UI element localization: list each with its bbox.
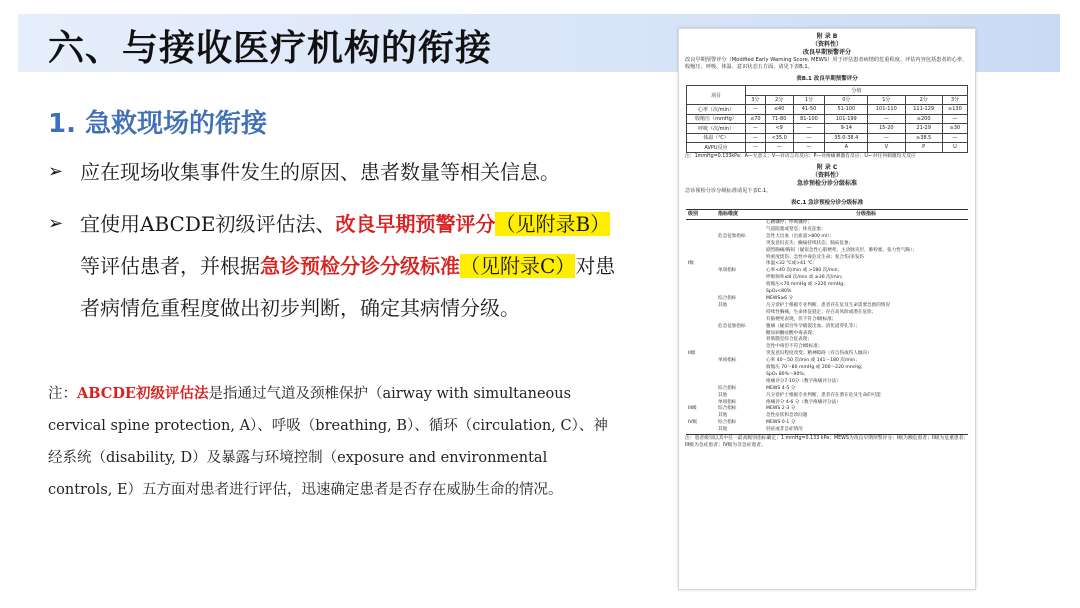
abcde-keyword: ABCDE初级评估法 [77,385,209,402]
table-b1-note: 注：1mmHg=0.133kPa；A—无意义；V—对语言有反应；P—对疼痛刺激有反应；U—对任何刺激均无反应 [685,153,916,159]
table-cell: — [746,143,766,153]
indicator-dimension: 其他 [718,392,728,398]
indicator-item: 凡分诊护士根据专业判断，患者存在危及生命需要急救的情况 [766,302,891,308]
table-row [686,324,968,352]
table-cell: — [793,133,825,143]
triage-keyword: 急诊预检分诊分级标准 [260,254,460,278]
table-cell: — [746,124,766,134]
footnote [48,378,608,506]
indicator-dimension: 其他 [718,413,728,419]
indicator-item: 急性症状和急诊问题 [766,413,808,419]
section-subtitle: 1. 急救现场的衔接 [48,109,268,139]
indicator-dimension: 其他 [718,302,728,308]
table-cell: ≥130 [942,105,967,115]
appendix-b-type: （资料性） [811,41,842,48]
bullet-item-2 [48,203,628,329]
table-cell: 41-50 [793,105,825,115]
indicator-item: 突发意识丧失；癫痫持续状态；脑疝征象； [766,240,854,246]
indicator-list [764,358,968,386]
indicator-item: 体温<32 ℃或>41 ℃； [766,261,818,267]
indicator-dimension: 单项指标 [718,268,737,274]
table-b1-caption: 表B.1 改良早期预警评分 [796,76,858,82]
indicator-item: 急性中毒但不符合I级标准； [766,344,823,350]
indicator-list [764,234,968,262]
table-cell: 81-100 [793,114,825,124]
table-col-header: 2分 [905,95,942,105]
arrow-bullet-icon: ➢ [48,213,64,234]
table-cell: U [942,143,967,153]
indicator-item: 特重度烧伤；急性中毒危及生命；复合伤/多发伤 [766,254,865,260]
appendix-c-type: （资料性） [811,172,842,179]
table-cell: — [793,124,825,134]
indicator-item: MEWS≥6 分 [766,295,794,301]
indicator-dimension: 综合指标 [718,406,737,412]
indicator-item: 腹痛（疑似宫外孕破裂出血、消化道穿孔等）； [766,323,861,329]
indicator-item: SpO₂<80% [766,289,792,295]
appendix-c-intro: 急诊预检分诊分级标准请见下表C.1。 [685,188,772,194]
table-header-item: 项目 [687,86,746,105]
indicator-item: 疼痛评分 4-6 分（数字疼痛评分法） [766,399,841,405]
table-row [687,124,968,134]
appendix-c-name: 急诊预检分诊分级标准 [796,180,857,187]
indicator-list [764,268,968,296]
table-cell: — [793,143,825,153]
indicator-dimension: 综合指标 [718,295,737,301]
table-col-header: 1分 [868,95,905,105]
table-cell: — [868,133,905,143]
table-cell: 35.0-38.4 [825,133,868,143]
table-cell: 21-29 [905,124,942,134]
table-cell: 15-20 [868,124,905,134]
indicator-item: 收缩压 70～80 mmHg 或 200～220 mmHg； [766,365,866,371]
table-row [686,406,968,413]
indicator-dimension: 综合指标 [718,385,737,391]
triage-level [686,427,716,434]
indicator-item: 轻症或非急症情况 [766,427,803,433]
table-cell: — [746,105,766,115]
table-cell: ≥30 [942,124,967,134]
bullet-text-part: 宜使用ABCDE初级评估法、 [80,212,336,236]
bullet-text-part: 对患者病情危重程度做出初步判断，确定其病情分级。 [80,254,616,320]
table-row [686,386,968,393]
triage-level: III级 [688,406,697,412]
indicator-item: SpO₂ 80%～90%； [766,371,809,377]
appendix-b-ref: （见附录B） [495,212,611,236]
table-row [686,310,968,324]
table-cell: ≤40 [765,105,793,115]
table-row [686,220,968,234]
appendix-b-name: 改良早期预警评分 [802,49,851,56]
note-text: 是指通过气道及颈椎保护（airway with simultaneous cervical spine protection, A）、呼吸（breathing, B）、循环（circulation, C）、神经系统（disability, D）及暴露与环境控制（exposure and environmental controls, E）五方面对患者进行评估，迅速确定患者是否存在威胁生命的情况。 [48,386,608,498]
note-prefix: 注： [48,386,77,402]
appendix-document [678,28,976,590]
table-cell: A [825,143,868,153]
triage-level [686,324,716,352]
indicator-item: 气道阻塞或窒息；休克征象； [766,226,826,232]
table-cell: P [905,143,942,153]
table-header-score: 分值 [746,86,968,96]
slide-title: 六、与接收医疗机构的衔接 [48,28,493,69]
triage-level: II级 [688,351,696,357]
indicator-item: 心率<40 次/min 或 >180 次/min； [766,268,843,274]
indicator-item: 心率 40～50 次/min 或 141～180 次/min； [766,358,860,364]
table-row [687,105,968,115]
indicator-item: 持续性胸痛，生命体征稳定；存在高风险或潜在危险； [766,309,877,315]
bullet-text: 应在现场收集事件发生的原因、患者数量等相关信息。 [80,160,560,184]
triage-level: IV级 [688,420,698,426]
triage-level [686,358,716,386]
indicator-item: 心跳骤停；呼吸骤停； [766,220,812,225]
indicator-item: 收缩压<70 mmHg 或 >220 mmHg； [766,282,848,288]
table-row [687,143,968,153]
table-row [686,427,968,434]
triage-level [686,310,716,324]
t2-header-dimension: 指标维度 [716,210,764,220]
mews-keyword: 改良早期预警评分 [335,212,496,236]
table-row [686,358,968,386]
indicator-dimension: 其他 [716,427,764,434]
table-cell: ≥38.5 [905,133,942,143]
appendix-c-title: 附 录 C [816,164,838,171]
table-cell: — [746,133,766,143]
arrow-bullet-icon: ➢ [48,161,64,182]
indicator-dimension: 单项指标 [718,399,737,405]
indicator-item: 呼吸频率≤8 次/min 或 ≥36 次/min； [766,275,846,281]
table-row [686,234,968,262]
indicator-dimension [716,310,764,324]
table-cell: 51-100 [825,105,868,115]
indicator-item: 有脑梗死表现，但不符合I级标准； [766,316,837,322]
triage-level [686,303,716,310]
table-cell: 71-80 [765,114,793,124]
triage-level [686,234,716,262]
indicator-list [764,296,968,303]
indicator-item: MEWS 4-5 分 [766,385,796,391]
row-label: 心率（次/min） [687,105,746,115]
table-row [686,303,968,310]
table-cell: 9-14 [825,124,868,134]
indicator-item: 糖尿病酮症酸中毒表现； [766,330,817,336]
table-cell: — [868,114,905,124]
table-cell: <35.0 [765,133,793,143]
indicator-list [764,303,968,310]
row-label: 呼吸（次/min） [687,124,746,134]
indicator-list [764,220,968,234]
row-label: 收缩压（mmHg） [687,114,746,124]
indicator-item: MEWS 0-1 分 [766,420,796,426]
bullet-item-1 [48,151,628,193]
indicator-dimension: 综合指标 [718,420,737,426]
indicator-dimension: 危急征象指标 [718,323,746,329]
bullet-text-part: 等评估患者，并根据 [80,254,260,278]
indicator-item: MEWS 2-3 分 [766,406,796,412]
mews-table [686,85,968,153]
table-c1-caption: 表C.1 急诊预检分诊分级标准 [790,200,864,206]
indicator-list [764,324,968,352]
indicator-item: 突发意识程度改变；精神障碍（有自伤或伤人倾向） [766,351,872,357]
triage-level [686,296,716,303]
row-label: 体温（℃） [687,133,746,143]
table-cell: 101-110 [868,105,905,115]
t2-header-criteria: 分级指标 [764,210,968,220]
indicator-dimension [716,220,764,234]
triage-level [686,220,716,234]
table-row [686,268,968,296]
appendix-b-title: 附 录 B [816,33,838,40]
t2-header-level: 级别 [686,210,716,220]
indicator-list [764,386,968,393]
triage-level [686,393,716,400]
indicator-item: 急性大出血（出血量>800 ml）； [766,233,835,239]
indicator-list [764,427,968,434]
table-col-header: 1分 [793,95,825,105]
indicator-item: 剧烈胸痛/胸闷（疑似急性心肌梗死、主动脉夹层、肺栓塞、张力性气胸）； [766,247,917,253]
table-col-header: 2分 [765,95,793,105]
indicator-list [764,393,968,400]
table-col-header: 0分 [825,95,868,105]
appendix-c-ref: （见附录C） [460,254,576,278]
table-row [687,133,968,143]
table-cell: 111-129 [905,105,942,115]
triage-level [686,268,716,296]
triage-table [686,209,968,435]
row-label: AVPU反应 [687,143,746,153]
table-cell: 101-199 [825,114,868,124]
triage-level: I级 [688,261,694,267]
table-cell: ≤70 [746,114,766,124]
table-row [686,420,968,427]
table-c1-note: 注：患者级别以其中任一最高级别指标确定；1 mmHg=0.133 kPa；MEWS为改良早期预警评分；I级为濒危患者；II级为危重患者；III级为急症患者；IV级为非急症患者。 [685,436,969,448]
indicator-item: 凡分诊护士根据专业判断，患者存在潜在危及生命的可能 [766,392,881,398]
indicator-dimension: 单项指标 [718,358,737,364]
indicator-item: 疼痛评分7-10分（数字疼痛评分法） [766,378,841,384]
appendix-b-intro: 改良早期预警评分（Modified Early Warning Score, MEWS）用于评估患者病情的危重程度。评估内容包括患者的心率、收缩压、呼吸、体温、意识状态五方面，请见下表B.1。 [685,57,968,70]
table-col-header: 3分 [746,95,766,105]
indicator-list [764,310,968,324]
table-cell: — [942,114,967,124]
table-cell: ≥200 [905,114,942,124]
indicator-item: 骨筋膜室综合征表现； [766,337,812,343]
table-row [687,114,968,124]
table-cell: V [868,143,905,153]
table-cell: — [942,133,967,143]
table-cell: <9 [765,124,793,134]
indicator-dimension: 危急征象指标 [718,233,746,239]
table-row [686,393,968,400]
table-row [686,296,968,303]
bullet-text [80,203,628,329]
triage-level [686,386,716,393]
table-cell: — [765,143,793,153]
table-col-header: 3分 [942,95,967,105]
